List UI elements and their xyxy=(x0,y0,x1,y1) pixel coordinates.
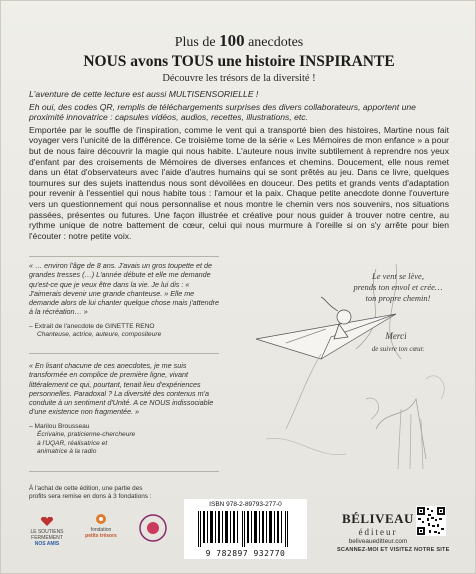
barcode-bars xyxy=(198,511,293,547)
quote-text: « … environ l'âge de 8 ans. J'avais un gros toupette et de grandes tresses (…) L'année débute et elle me demande qu'est-ce que je veux être dans la vie. Je lui dis : « J'aimerais devenir une grande chanteuse. » Elle me demande alors de lui chanter quelque chose mais j'attendre à la récréation… » xyxy=(29,261,219,317)
foundation-logos xyxy=(27,513,177,553)
logo-2-line1: fondation xyxy=(90,527,112,533)
attribution-role: Écrivaine, praticienne-chercheure à l'UQAR, réalisatrice et animatrice à la radio xyxy=(37,431,136,456)
intro-body: Emportée par le souffle de l'inspiration, comme le vent qui a transporté bien des histoires, Martine nous fait voyager vers l'unicité de la différence. Ce troisième tome de la série « Les Mémoires de mon enfance » a pour but de nous faire découvrir la magie qui nous habite. L'auteure nous invite subtilement à reprendre nos yeux d'enfant par des croisements de Mémoires de diverses enfances et chemins. Doucement, elle nous remet dans un état d'observateurs avec l'aide d'autres humains qui se sont prêtés au jeu. Dans ce livre, quelques tournures sur des sujets inattendus nous sont dévoilées en douceur. Des petits et grands vents d'adaptation pour revenir à l'essentiel qui nous habite tous : l'amour et la paix. Chaque petite anecdote donne l'ouverture vers un questionnement qui nous personnalise et nous montre le chemin vers nos souvenirs, nos situations passées, présentes ou futures. Une façon illustrée et créative pour nous guider à trouver notre centre, au rythme unique de notre battement de cœur, celui qui nous murmure à l'oreille si on s'y arrête pour bien l'écouter : notre petite voix. xyxy=(29,124,449,241)
publisher-subtitle: éditeur xyxy=(358,527,398,537)
intro-lead: L'aventure de cette lecture est aussi MULTISENSORIELLE ! xyxy=(29,89,259,99)
quote-attribution xyxy=(29,323,219,340)
headline-sub: Découvre les trésors de la diversité ! xyxy=(162,73,316,84)
header xyxy=(1,31,476,84)
headline-count xyxy=(1,31,476,51)
quote-reno xyxy=(29,261,219,340)
headline-post: anecdotes xyxy=(248,35,304,50)
divider-bottom xyxy=(29,471,219,472)
logo-1-line1: LE SOUTIENS FERMEMENT xyxy=(30,529,64,541)
attribution-name: – Marilou Brousseau xyxy=(29,422,90,430)
publisher-block xyxy=(339,511,417,545)
merci-text: Merci xyxy=(385,331,407,341)
logo-2-line2: petits trésors xyxy=(85,533,117,539)
headline-number: 100 xyxy=(219,31,245,50)
caption-line2: prends ton envol et crée… xyxy=(353,282,443,292)
headline-pre: Plus de xyxy=(174,35,216,50)
publisher-url[interactable]: beliveaueditteur.com xyxy=(348,538,408,545)
foundation-logo-2 xyxy=(77,513,125,539)
merci-subtext: de suivre ton cœur. xyxy=(371,345,425,353)
quote-text: « En lisant chacune de ces anecdotes, je me suis transformée en complice de première ligne, vivant littéralement ce qui, pourtant, tenait lieu d'expériences personnelles. Paradoxal ? La diversité des contenus m'a conduite à un sentiment d'Unité. A ce NOUS indissociable d'une existence non fragmentée. » xyxy=(29,361,214,417)
foundation-logo-3 xyxy=(133,513,173,545)
fundraising-note: À l'achat de cette édition, une partie des profits sera remise en dons à 3 fondations : xyxy=(29,485,152,501)
caption-line1: Le vent se lève, xyxy=(372,271,424,281)
attribution-name: – Extrait de l'anecdote de GINETTE RENO xyxy=(29,322,155,330)
isbn-label: ISBN 978-2-89793-277-0 xyxy=(209,501,282,508)
scan-invitation: SCANNEZ-MOI ET VISITEZ NOTRE SITE xyxy=(337,547,450,553)
foundation-circle-icon xyxy=(138,513,168,543)
attribution-role: Chanteuse, actrice, auteure, compositeure xyxy=(37,331,162,339)
intro-text xyxy=(29,89,449,243)
headline-main: NOUS avons TOUS une histoire INSPIRANTE xyxy=(83,53,395,70)
publisher-name: BÉLIVEAU xyxy=(342,511,414,526)
treasure-icon xyxy=(93,513,109,525)
intro-qr: Eh oui, des codes QR, remplis de téléchargements surprises des divers collaborateurs, apportent une proximité innovatrice : capsules vidéos, audios, recettes, illustrations, etc. xyxy=(29,101,416,123)
isbn-digits: 9 782897 932770 xyxy=(205,549,286,558)
logo-1-line2: NOS AMIS xyxy=(34,541,60,547)
caption-line3: ton propre chemin! xyxy=(365,293,431,303)
barcode xyxy=(184,499,307,559)
heart-icon xyxy=(40,517,54,527)
divider-top xyxy=(29,256,219,257)
quote-attribution xyxy=(29,423,214,457)
quote-brousseau xyxy=(29,361,214,457)
qr-code-icon[interactable] xyxy=(416,506,446,536)
divider-middle xyxy=(29,353,219,354)
paper-plane-illustration xyxy=(226,259,466,474)
foundation-logo-1 xyxy=(27,517,67,547)
